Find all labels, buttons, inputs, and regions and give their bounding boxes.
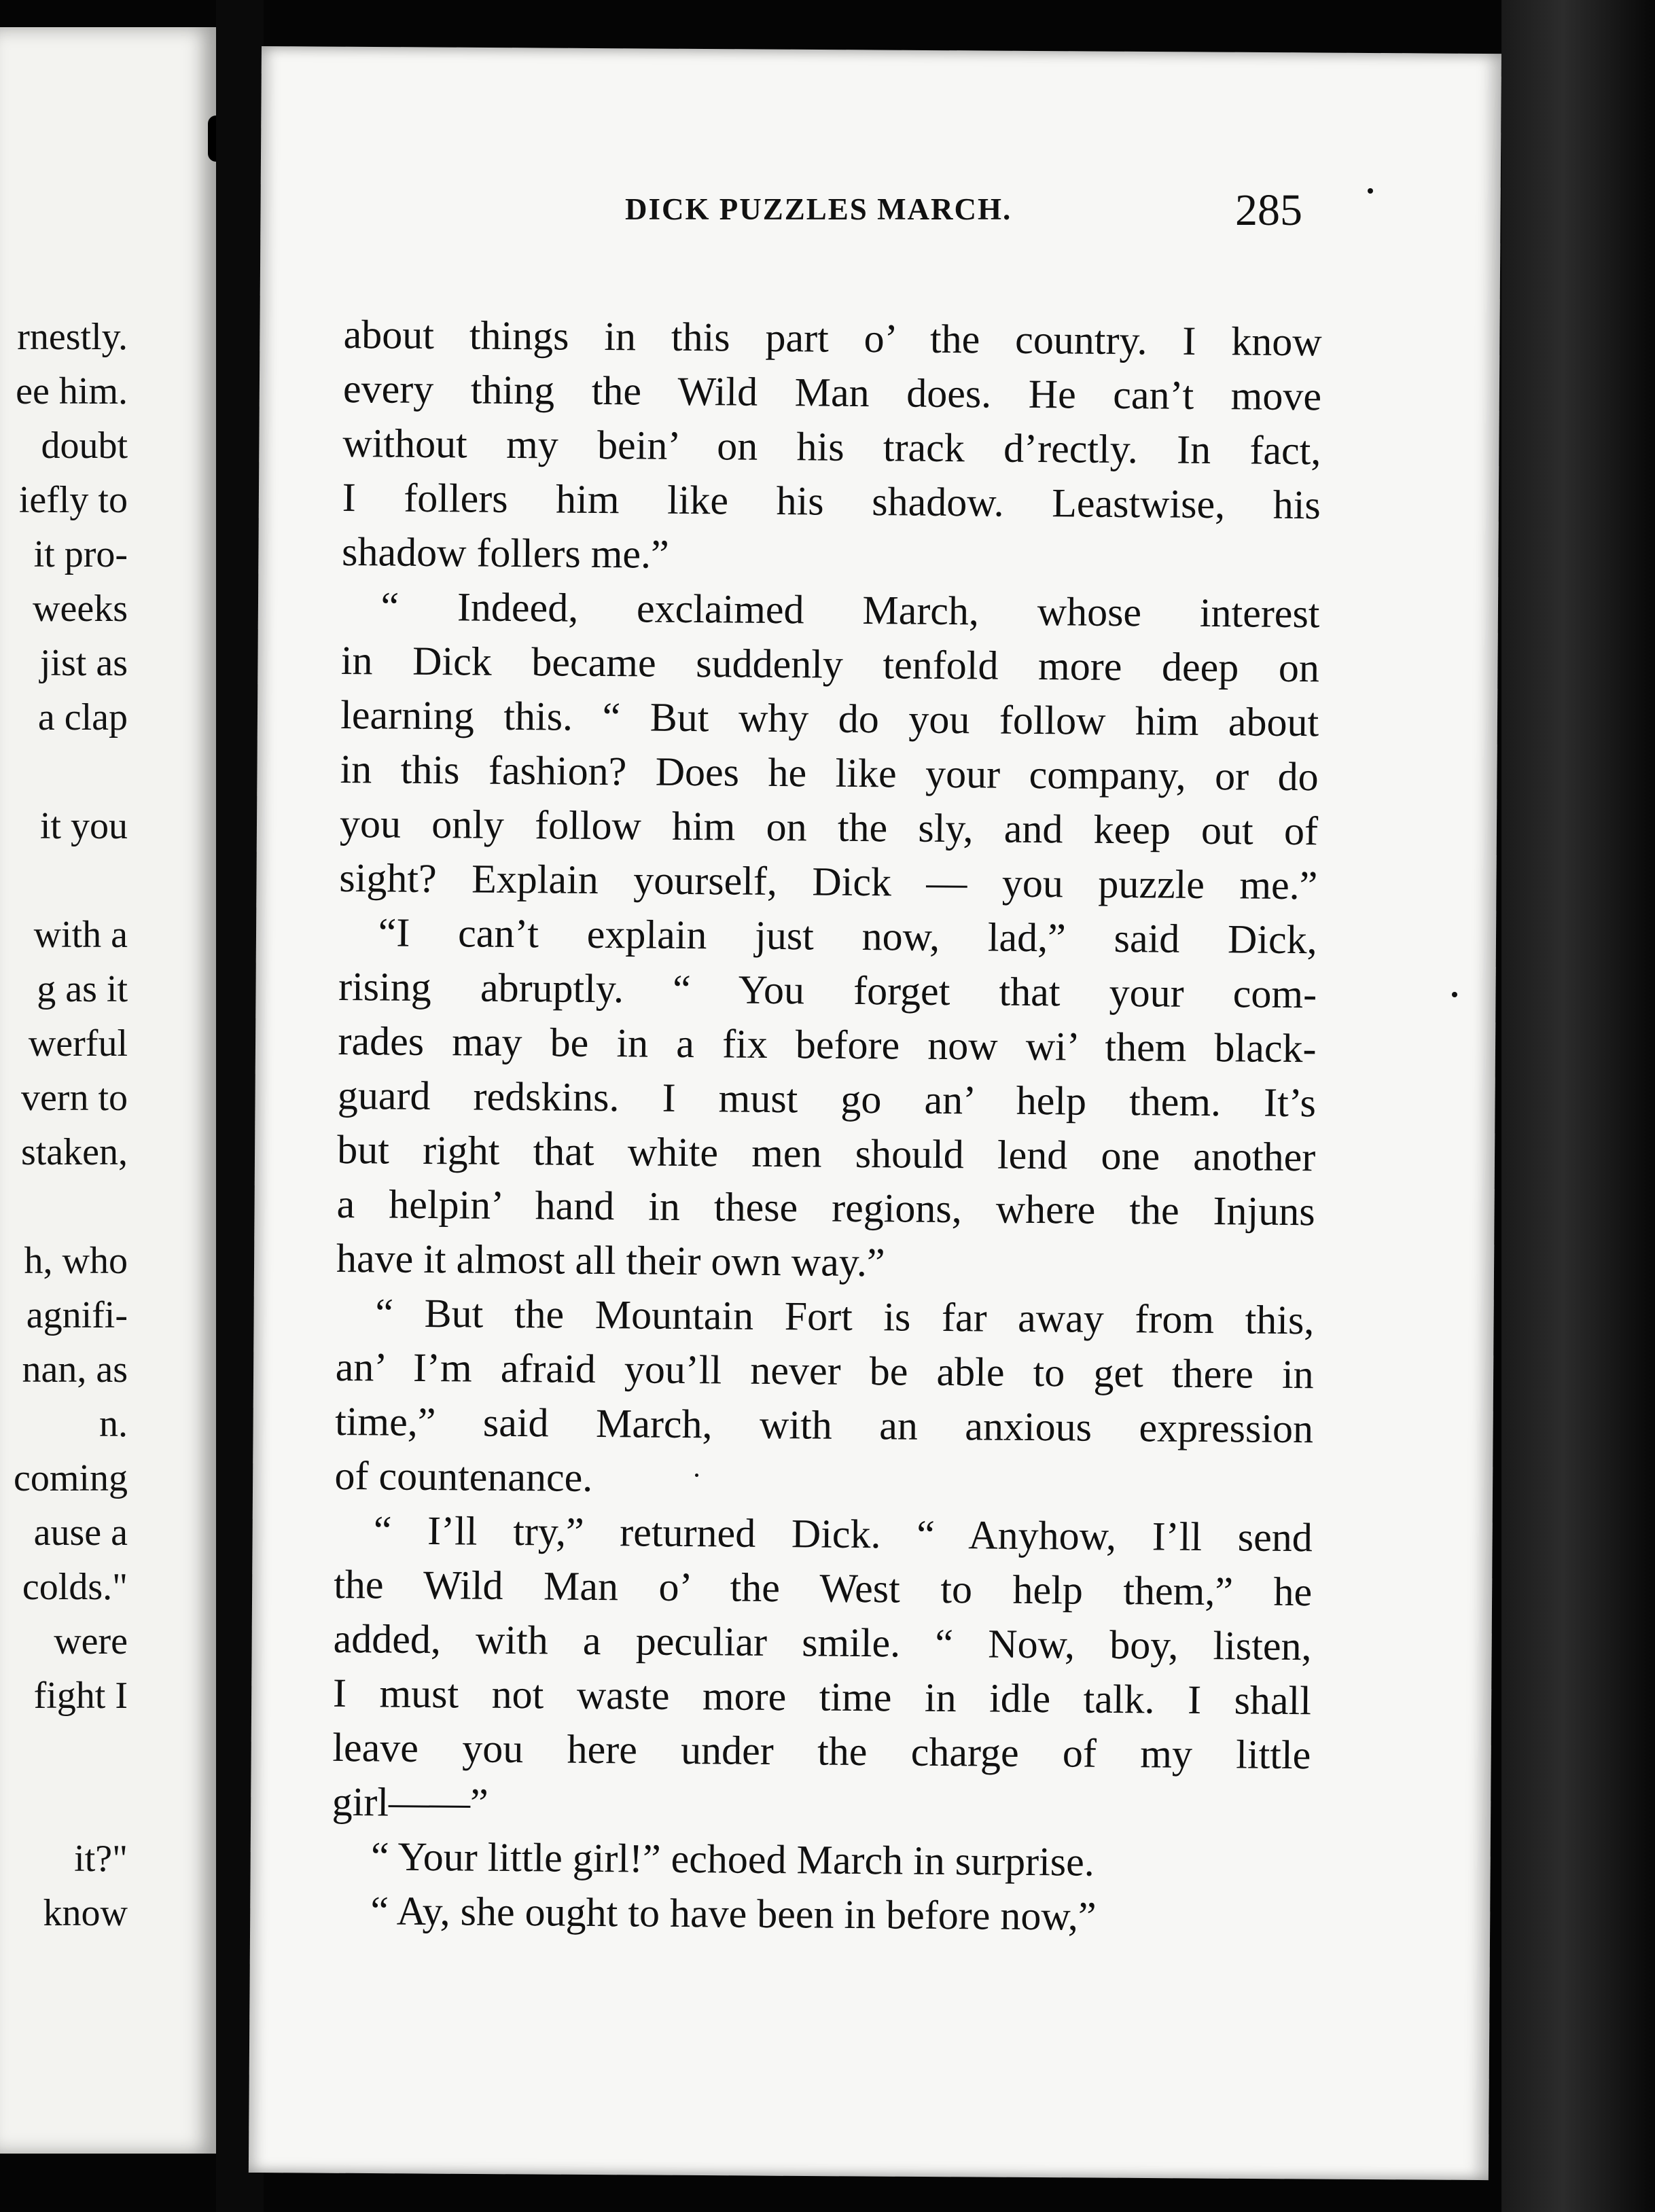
text-line: “ Your little girl!” echoed March in surprise.	[370, 1834, 1095, 1885]
book-edge	[1501, 0, 1655, 2212]
left-page-fragment: it?"	[74, 1838, 128, 1880]
text-line: have it almost all their own way.”	[336, 1235, 885, 1285]
page-number: 285	[1235, 185, 1302, 235]
text-line: “ Ay, she ought to have been in before now,”	[370, 1888, 1097, 1939]
text-line: without my bein’ on his track d’rectly. In fact,	[342, 420, 1321, 474]
text-line: “ I’ll try,” returned Dick. “ Anyhow, I’ll send	[373, 1508, 1313, 1560]
left-page-fragment: ee him.	[16, 370, 128, 412]
text-line: rades may be in a fix before now wi’ them black-	[338, 1018, 1317, 1071]
text-line: “ Indeed, exclaimed March, whose interest	[380, 584, 1320, 637]
text-line: time,” said March, with an anxious expression	[334, 1398, 1314, 1452]
left-page-fragment: jist as	[39, 642, 128, 684]
left-page-fragment: it you	[39, 805, 128, 847]
text-line: about things in this part o’ the country. I know	[343, 311, 1322, 365]
left-page-fragment: know	[43, 1892, 128, 1934]
left-page-fragment: agnifi-	[26, 1294, 128, 1336]
text-line: learning this. “ But why do you follow him about	[340, 692, 1319, 745]
left-page-fragment: fight I	[33, 1675, 128, 1717]
left-page-fragment: coming	[14, 1457, 128, 1499]
dust-speck	[695, 1474, 698, 1477]
left-page-fragment: doubt	[41, 425, 128, 467]
left-page-fragment: nan, as	[22, 1349, 128, 1391]
text-line: but right that white men should lend one another	[337, 1126, 1316, 1180]
text-line: I must not waste more time in idle talk. I shall	[332, 1670, 1312, 1724]
left-page-fragment: ause a	[33, 1512, 128, 1554]
left-page-fragment: iefly to	[18, 479, 128, 521]
text-line: added, with a peculiar smile. “ Now, boy, listen,	[333, 1616, 1312, 1669]
text-line: a helpin’ hand in these regions, where the Injuns	[336, 1181, 1315, 1234]
left-page-fragment: n.	[99, 1403, 128, 1445]
dust-speck	[1368, 188, 1373, 194]
text-line: of countenance.	[334, 1452, 593, 1500]
left-page-fragment: g as it	[37, 968, 128, 1010]
text-line: the Wild Man o’ the West to help them,” he	[333, 1561, 1313, 1615]
text-line: every thing the Wild Man does. He can’t move	[342, 365, 1322, 419]
left-page-fragment: rnestly.	[17, 316, 128, 358]
left-page-fragment: a clap	[37, 696, 128, 738]
running-head: DICK PUZZLES MARCH.	[625, 192, 1012, 226]
text-line: you only follow him on the sly, and keep out of	[339, 800, 1319, 854]
body-text	[331, 307, 1322, 1945]
dust-speck	[1452, 992, 1457, 997]
left-page-fragment: were	[54, 1620, 128, 1662]
left-page-fragment: vern to	[20, 1077, 128, 1119]
left-page-fragment: with a	[33, 914, 128, 956]
left-page-fragment: staken,	[20, 1131, 128, 1173]
page-header	[360, 185, 1311, 246]
text-line: rising abruptly. “ You forget that your com-	[338, 963, 1317, 1017]
left-page-fragment: it pro-	[33, 533, 128, 575]
left-page-fragment: werful	[28, 1022, 128, 1065]
text-line: sight? Explain yourself, Dick — you puzzle me.”	[339, 855, 1318, 908]
text-line: I follers him like his shadow. Leastwise, his	[342, 474, 1321, 528]
text-line: an’ I’m afraid you’ll never be able to get there in	[335, 1344, 1314, 1397]
text-line: leave you here under the charge of my little	[332, 1724, 1311, 1778]
text-line: “I can’t explain just now, lad,” said Dick,	[378, 910, 1317, 963]
text-line: in this fashion? Does he like your company, or do	[340, 746, 1319, 800]
text-line: guard redskins. I must go an’ help them. It’s	[337, 1072, 1317, 1126]
text-line: “ But the Mountain Fort is far away from this,	[375, 1290, 1315, 1343]
left-page-fragment: colds."	[22, 1566, 128, 1608]
text-line: in Dick became suddenly tenfold more deep on	[340, 637, 1320, 691]
left-page	[0, 27, 216, 2154]
text-line: girl——”	[332, 1779, 488, 1825]
left-page-fragment: h, who	[24, 1240, 128, 1282]
left-page-fragment: weeks	[33, 588, 128, 630]
text-line: shadow follers me.”	[341, 529, 669, 577]
